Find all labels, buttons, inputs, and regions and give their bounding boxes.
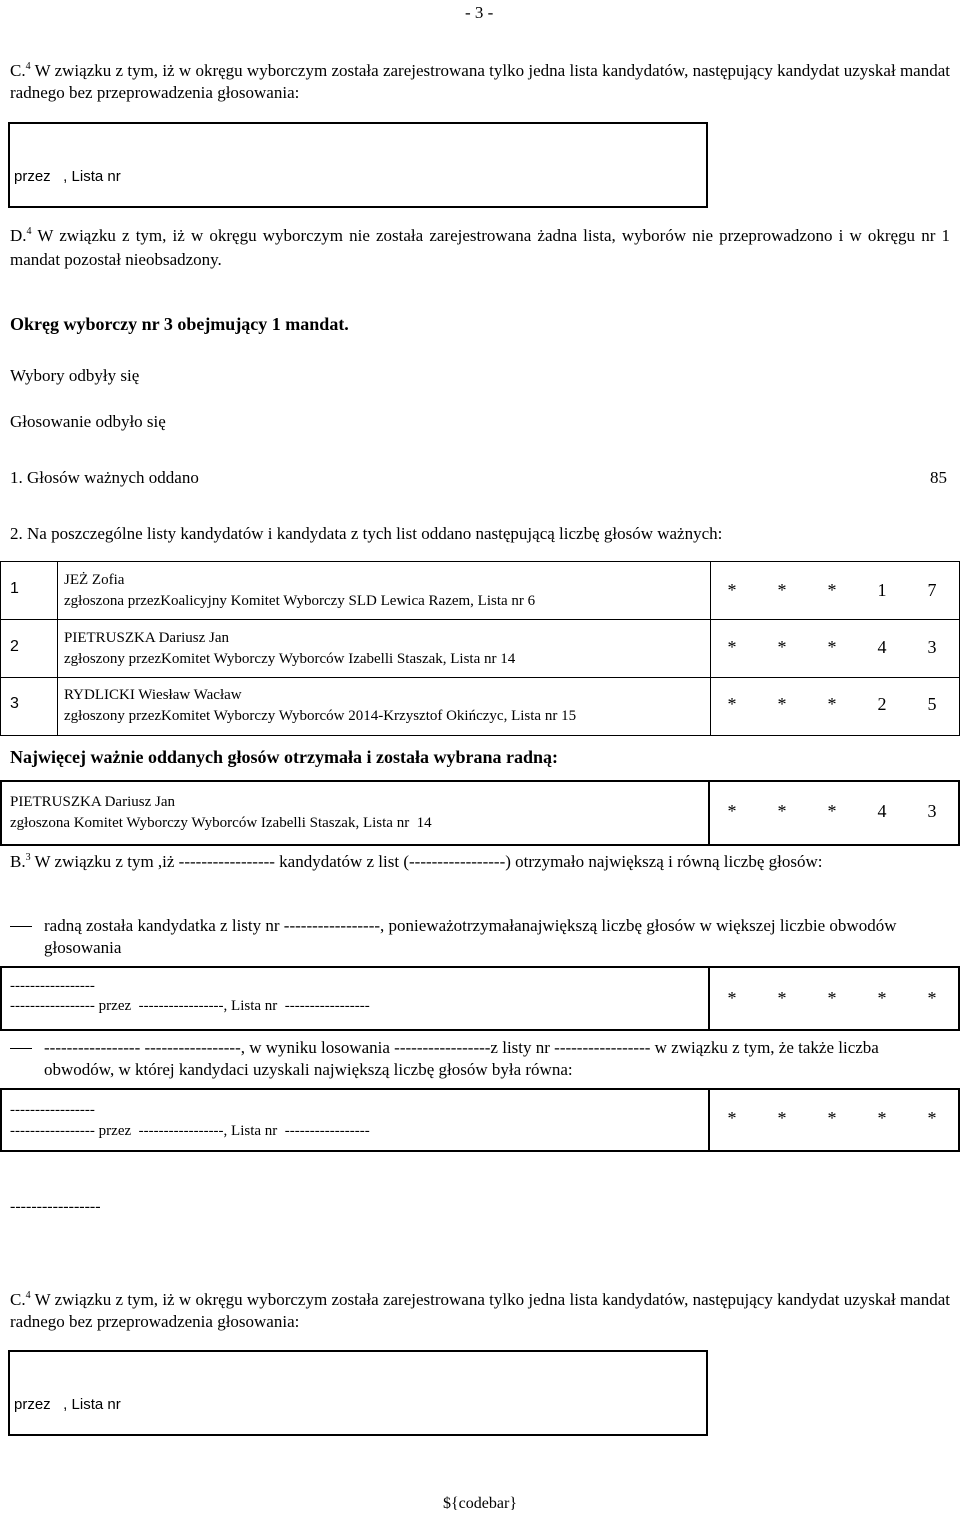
section-b-prefix: B. [10, 852, 26, 871]
lists-intro: 2. Na poszczególne listy kandydatów i kandydata z tych list oddano następującą liczbę głosów ważnych: [10, 524, 723, 543]
vote-digit: 7 [927, 580, 937, 600]
vote-digit: * [827, 801, 837, 821]
section-c2-footnote: 4 [25, 1290, 31, 1301]
winner-vote-digits [722, 801, 942, 822]
vote-digit: * [927, 988, 937, 1008]
voting-held: Głosowanie odbyło się [10, 412, 166, 431]
vote-digit: * [877, 988, 887, 1008]
section-b-box-2-line-1: ----------------- [10, 1102, 95, 1118]
vote-digit: 3 [927, 801, 937, 821]
section-c-prefix: C. [10, 61, 26, 80]
winner-name: PIETRUSZKA Dariusz Jan [10, 794, 175, 810]
vote-digit: 2 [877, 694, 887, 714]
vote-digit: * [727, 988, 737, 1008]
section-c-body: W związku z tym, iż w okręgu wyborczym została zarejestrowana tylko jedna lista kandydatów, następujący kandydat uzyskał mandat radnego bez przeprowadzenia głosowania: [10, 61, 950, 102]
vote-digit: * [727, 694, 737, 714]
vote-digit: * [827, 988, 837, 1008]
valid-votes-label: 1. Głosów ważnych oddano [10, 468, 199, 487]
section-d-text [10, 220, 950, 272]
section-d-body: W związku z tym, iż w okręgu wyborczym nie została zarejestrowana żadna lista, wyborów nie przeprowadzono i w okręgu nr 1 mandat pozostał nieobsadzony. [10, 226, 950, 269]
vote-digit: * [777, 580, 787, 600]
valid-votes-value: 85 [930, 468, 947, 487]
vote-digit: * [827, 1108, 837, 1128]
section-b-box-1-line-2: ----------------- przez -----------------, Lista nr ----------------- [10, 998, 370, 1014]
vote-digit: * [827, 637, 837, 657]
section-d-footnote: 4 [26, 226, 32, 237]
winner-heading: Najwięcej ważnie oddanych głosów otrzymała i została wybrana radną: [10, 747, 558, 767]
winner-detail: zgłoszona Komitet Wyborczy Wyborców Izabelli Staszak, Lista nr 14 [10, 815, 432, 831]
vote-digit: * [727, 801, 737, 821]
vote-digit: * [927, 1108, 937, 1128]
vote-digit: 4 [877, 801, 887, 821]
section-b-box-1-digits [722, 988, 942, 1009]
elections-held: Wybory odbyły się [10, 366, 140, 385]
candidate-name: JEŻ Zofia [64, 572, 125, 588]
vote-digit: * [777, 988, 787, 1008]
section-b-text [10, 847, 950, 873]
section-c2-prefix: C. [10, 1290, 26, 1309]
section-b-box-2-digits [722, 1108, 942, 1129]
candidate-detail: zgłoszony przezKomitet Wyborczy Wyborców Izabelli Staszak, Lista nr 14 [64, 651, 516, 667]
section-c-footnote: 4 [25, 61, 31, 72]
vote-digit: 3 [927, 637, 937, 657]
section-c2-text [10, 1285, 950, 1333]
candidate-number: 2 [10, 638, 19, 655]
section-c2-body: W związku z tym, iż w okręgu wyborczym została zarejestrowana tylko jedna lista kandydatów, następujący kandydat uzyskał mandat radnego bez przeprowadzenia głosowania: [10, 1290, 950, 1331]
vote-digit: * [727, 1108, 737, 1128]
candidate-number-cell [0, 561, 58, 620]
vote-digit: * [727, 637, 737, 657]
separator-dashes: ----------------- [10, 1198, 101, 1215]
vote-digit: * [777, 1108, 787, 1128]
section-b-bullet-1: radną została kandydatka z listy nr -----------------, ponieważotrzymałanajwiększą liczbę głosów w większej liczbie obwodów głosowania [44, 916, 897, 957]
page-number: - 3 - [465, 3, 494, 22]
section-b-footnote: 3 [25, 852, 31, 863]
candidate-name: PIETRUSZKA Dariusz Jan [64, 630, 229, 646]
vote-digit: * [827, 580, 837, 600]
candidate-detail: zgłoszony przezKomitet Wyborczy Wyborców 2014-Krzysztof Okińczyc, Lista nr 15 [64, 708, 577, 724]
codebar-placeholder: ${codebar} [443, 1495, 517, 1512]
section-b-body: W związku z tym ,iż ----------------- kandydatów z list (-----------------) otrzymało największą i równą liczbę głosów: [34, 852, 823, 871]
vote-digit: * [877, 1108, 887, 1128]
vote-digit: * [777, 694, 787, 714]
district-heading: Okręg wyborczy nr 3 obejmujący 1 mandat. [10, 314, 349, 334]
candidate-number: 1 [10, 580, 19, 597]
section-c2-box-line: przez , Lista nr [14, 1396, 121, 1413]
candidate-vote-digits [722, 580, 942, 601]
bullet-dash [10, 1048, 32, 1049]
candidate-vote-digits [722, 694, 942, 715]
vote-digit: * [777, 637, 787, 657]
candidate-number-cell [0, 677, 58, 736]
candidate-number-cell [0, 619, 58, 678]
section-b-bullet-2: ----------------- -----------------, w wyniku losowania -----------------z listy nr ----------------- w związku z tym, że także liczba obwodów, w której kandydaci uzyskali największą liczbę głosów była równa: [44, 1038, 879, 1079]
section-d-prefix: D. [10, 226, 27, 245]
candidate-vote-digits [722, 637, 942, 658]
bullet-dash [10, 926, 32, 927]
vote-digit: 1 [877, 580, 887, 600]
candidate-name: RYDLICKI Wiesław Wacław [64, 687, 242, 703]
section-b-box-1-line-1: ----------------- [10, 978, 95, 994]
section-b-box-2-line-2: ----------------- przez -----------------, Lista nr ----------------- [10, 1123, 370, 1139]
vote-digit: * [777, 801, 787, 821]
section-c-box [8, 122, 708, 208]
vote-digit: 5 [927, 694, 937, 714]
section-c-text [10, 56, 950, 104]
vote-digit: * [827, 694, 837, 714]
candidate-detail: zgłoszona przezKoalicyjny Komitet Wyborczy SLD Lewica Razem, Lista nr 6 [64, 593, 536, 609]
section-c-box-line: przez , Lista nr [14, 168, 121, 185]
vote-digit: * [727, 580, 737, 600]
vote-digit: 4 [877, 637, 887, 657]
section-c2-box [8, 1350, 708, 1436]
candidate-number: 3 [10, 695, 19, 712]
